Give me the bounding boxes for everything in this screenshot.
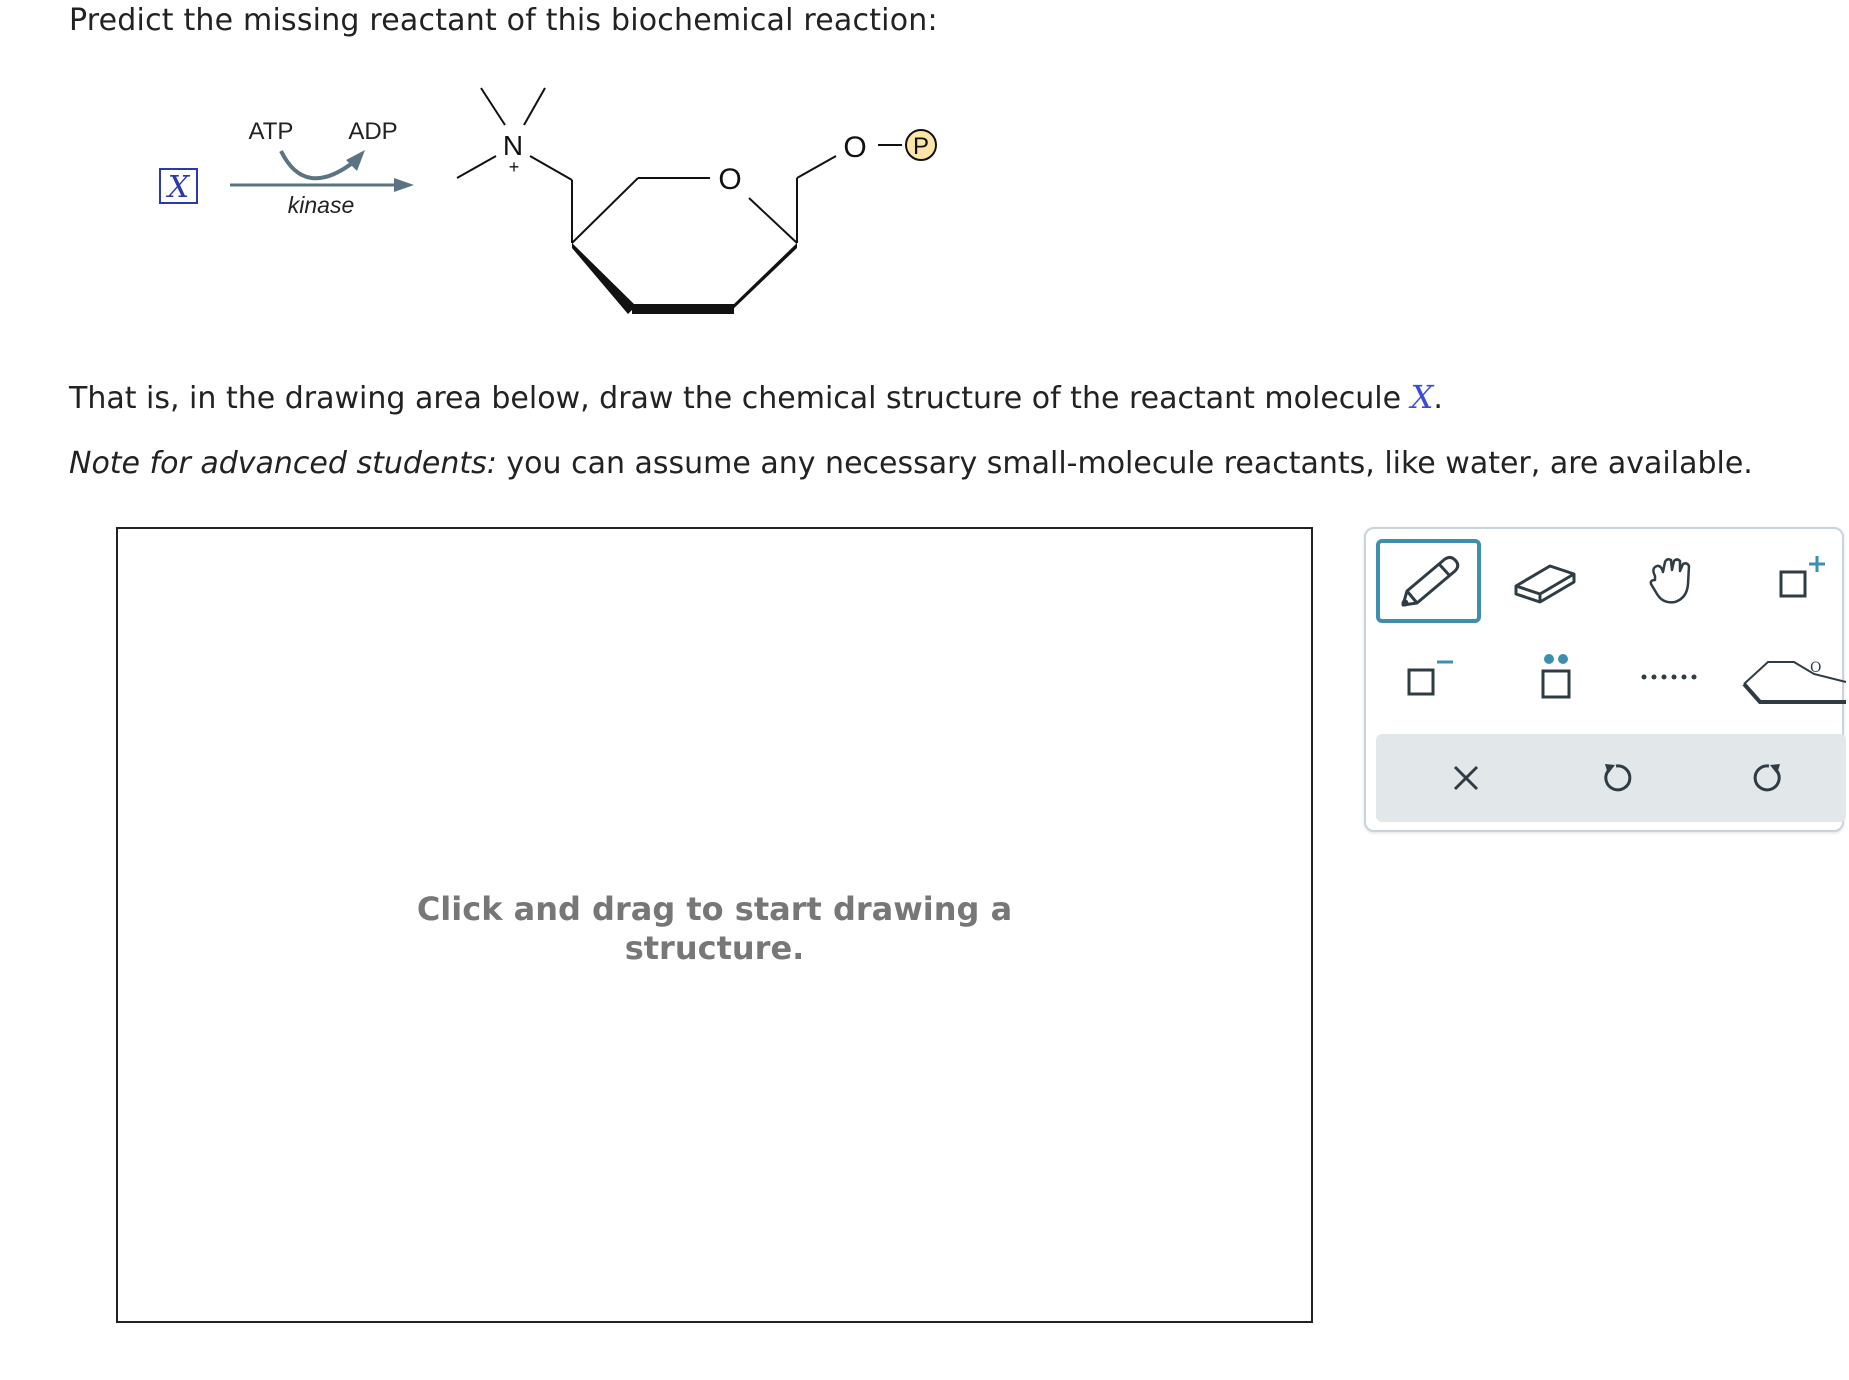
svg-text:O: O bbox=[1810, 660, 1822, 676]
ring-wedge-left bbox=[572, 243, 636, 314]
note-body: you can assume any necessary small-molecule reactants, like water, are available. bbox=[496, 446, 1753, 481]
nitrogen-charge: + bbox=[508, 157, 520, 177]
ring-template-tool-button[interactable] bbox=[1736, 635, 1846, 719]
ester-oxygen-label: O bbox=[843, 131, 867, 164]
anion-tool-button[interactable] bbox=[1376, 635, 1481, 719]
canvas-hint bbox=[118, 890, 1311, 968]
cofactor-in-label: ATP bbox=[248, 118, 294, 145]
undo-button[interactable] bbox=[1581, 748, 1651, 808]
hand-tool-button[interactable] bbox=[1618, 539, 1723, 623]
pencil-icon bbox=[1393, 551, 1465, 611]
hand-icon bbox=[1645, 556, 1697, 606]
instruction-after: . bbox=[1433, 381, 1443, 416]
cofactor-out-label: ADP bbox=[348, 118, 398, 145]
question-prompt: Predict the missing reactant of this biochemical reaction: bbox=[69, 3, 938, 38]
drawing-canvas[interactable] bbox=[116, 527, 1313, 1323]
eraser-icon bbox=[1510, 556, 1580, 606]
action-bar bbox=[1376, 734, 1846, 822]
undo-icon bbox=[1599, 761, 1633, 795]
bond-dots-icon bbox=[1636, 667, 1706, 687]
note-text bbox=[69, 446, 1753, 481]
ring-oxygen-label: O bbox=[718, 163, 742, 196]
instruction-text bbox=[69, 378, 1443, 416]
clear-icon bbox=[1451, 763, 1481, 793]
reaction-scheme bbox=[0, 0, 1000, 340]
ring-wedge-bottom bbox=[632, 304, 734, 314]
anion-icon bbox=[1399, 652, 1459, 702]
ring-template-icon bbox=[1736, 642, 1846, 712]
canvas-hint-line2: structure. bbox=[624, 929, 805, 967]
cation-icon bbox=[1767, 556, 1827, 606]
nitrogen-label: N bbox=[502, 130, 524, 161]
lone-pair-tool-button[interactable] bbox=[1502, 635, 1607, 719]
reactant-placeholder-label: X bbox=[167, 170, 190, 205]
lone-pair-icon bbox=[1530, 649, 1580, 705]
reaction-arrowhead bbox=[394, 178, 414, 192]
instruction-variable: X bbox=[1410, 378, 1434, 416]
ring-wedge-right bbox=[728, 243, 797, 314]
eraser-tool-button[interactable] bbox=[1492, 539, 1597, 623]
enzyme-label: kinase bbox=[287, 192, 355, 218]
phosphate-label: P bbox=[912, 133, 930, 160]
clear-button[interactable] bbox=[1431, 748, 1501, 808]
bond-dots-tool-button[interactable] bbox=[1618, 635, 1723, 719]
pencil-tool-button[interactable] bbox=[1376, 539, 1481, 623]
product-structure bbox=[457, 88, 902, 243]
redo-button[interactable] bbox=[1734, 748, 1804, 808]
redo-icon bbox=[1752, 761, 1786, 795]
cation-tool-button[interactable] bbox=[1744, 539, 1849, 623]
drawing-toolbar bbox=[1364, 527, 1844, 832]
note-label: Note for advanced students: bbox=[69, 446, 497, 481]
instruction-before: That is, in the drawing area below, draw the chemical structure of the reactant molecule bbox=[69, 381, 1411, 416]
canvas-hint-line1: Click and drag to start drawing a bbox=[416, 890, 1013, 928]
cofactor-curved-arrow bbox=[281, 151, 355, 178]
